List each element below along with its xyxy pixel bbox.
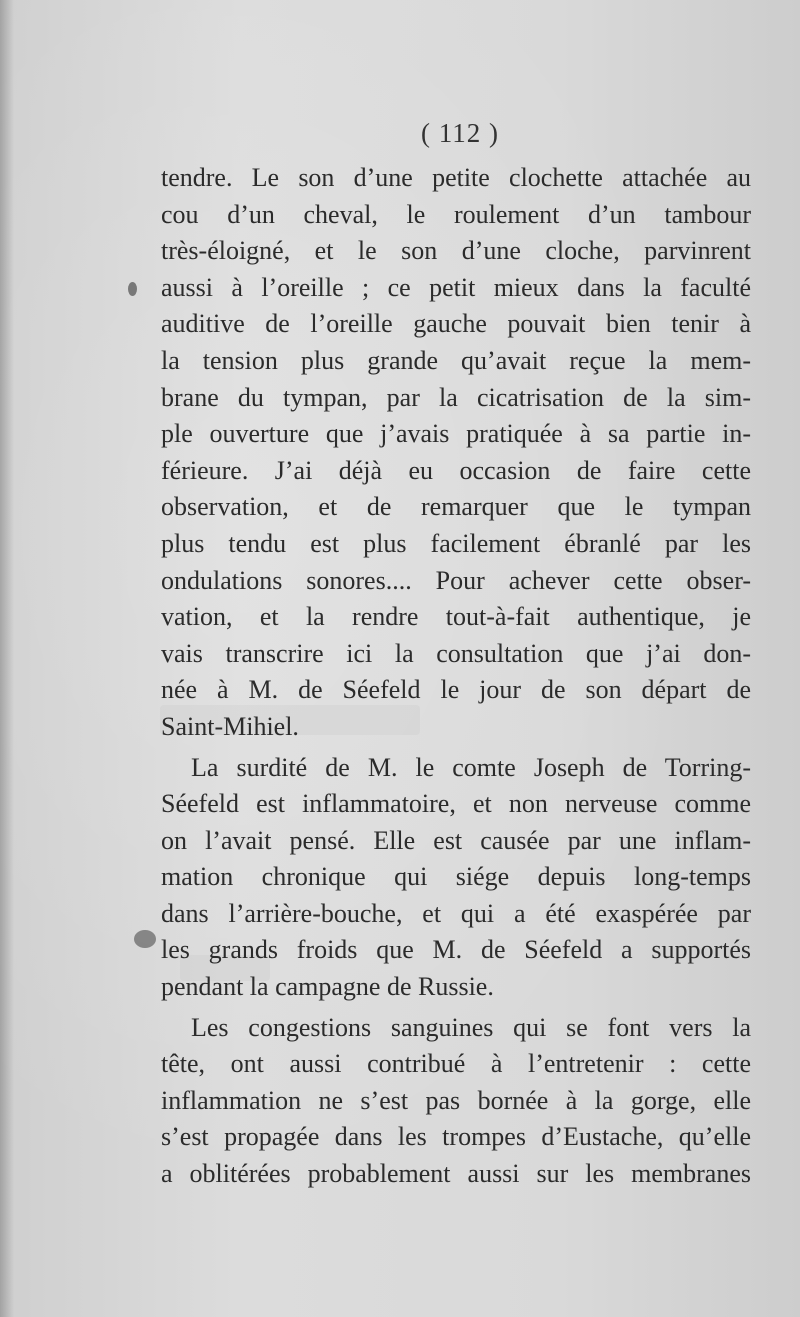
text-line: a oblitérées probablement aussi sur les membranes (161, 1159, 751, 1189)
text-line: pendant la campagne de Russie. (161, 972, 494, 1002)
text-line: vais transcrire ici la consultation que j’ai don- (161, 638, 751, 668)
text-line: tendre. Le son d’une petite clochette attachée au (161, 163, 751, 192)
ink-spot (134, 930, 156, 948)
text-line: plus tendu est plus facilement ébranlé par les (161, 528, 751, 558)
page-gutter-shadow (0, 0, 14, 1317)
text-line: tête, ont aussi contribué à l’entretenir : cette (161, 1049, 751, 1079)
paragraph (161, 160, 751, 746)
text-line: auditive de l’oreille gauche pouvait bien tenir à (161, 309, 751, 339)
text-line: Saint-Mihiel. (161, 711, 299, 741)
text-line: mation chronique qui siége depuis long-temps (161, 862, 751, 892)
text-line: s’est propagée dans les trompes d’Eustache, qu’elle (161, 1122, 751, 1152)
ink-spot (128, 282, 137, 296)
text-line: vation, et la rendre tout-à-fait authentique, je (161, 602, 751, 632)
text-line: ondulations sonores.... Pour achever cette obser- (161, 565, 751, 595)
text-line: La surdité de M. le comte Joseph de Torring- (191, 752, 751, 782)
text-line: cou d’un cheval, le roulement d’un tambour (161, 199, 751, 229)
text-line: dans l’arrière-bouche, et qui a été exaspérée par (161, 898, 751, 928)
paragraph (161, 750, 751, 1006)
text-line: très-éloigné, et le son d’une cloche, parvinrent (161, 236, 751, 266)
text-line: la tension plus grande qu’avait reçue la mem- (161, 345, 751, 375)
text-line: Les congestions sanguines qui se font vers la (191, 1012, 751, 1042)
text-line: on l’avait pensé. Elle est causée par une inflam- (161, 825, 751, 855)
text-line: férieure. J’ai déjà eu occasion de faire cette (161, 455, 751, 485)
text-line: née à M. de Séefeld le jour de son départ de (161, 675, 751, 705)
text-line: brane du tympan, par la cicatrisation de la sim- (161, 382, 751, 412)
text-line: ple ouverture que j’avais pratiquée à sa partie in- (161, 419, 751, 449)
text-line: les grands froids que M. de Séefeld a supportés (161, 935, 751, 965)
text-line: Séefeld est inflammatoire, et non nerveuse comme (161, 789, 751, 819)
text-line: inflammation ne s’est pas bornée à la gorge, elle (161, 1085, 751, 1115)
body-text (161, 160, 751, 1193)
text-line: observation, et de remarquer que le tympan (161, 492, 751, 522)
page-number: ( 112 ) (421, 118, 499, 148)
paragraph (161, 1010, 751, 1193)
text-line: aussi à l’oreille ; ce petit mieux dans la faculté (161, 272, 751, 302)
